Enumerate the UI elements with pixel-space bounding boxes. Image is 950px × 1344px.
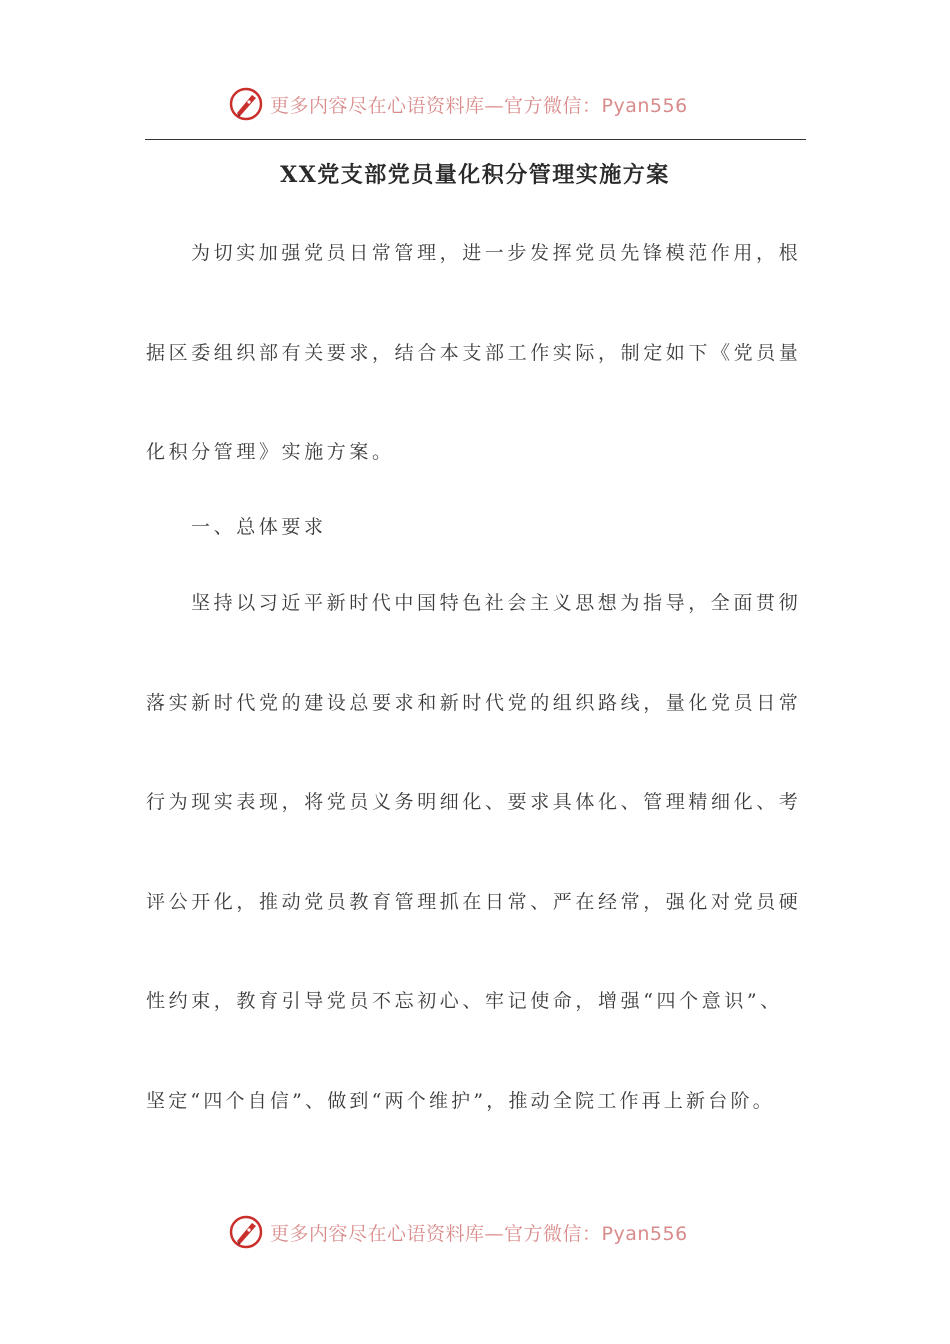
paragraph-line: 化积分管理》实施方案。 <box>146 441 395 463</box>
document-title: XX党支部党员量化积分管理实施方案 <box>280 162 670 188</box>
paragraph-line: 据区委组织部有关要求，结合本支部工作实际，制定如下《党员量 <box>146 342 802 364</box>
watermark-text: 更多内容尽在心语资料库—官方微信：Pyan556 <box>270 94 688 117</box>
section-heading: 一、总体要求 <box>191 516 327 538</box>
watermark-text: 更多内容尽在心语资料库—官方微信：Pyan556 <box>270 1222 688 1245</box>
paragraph-line: 落实新时代党的建设总要求和新时代党的组织路线，量化党员日常 <box>146 692 802 714</box>
pen-nib-logo-icon <box>228 1214 264 1250</box>
paragraph-line: 为切实加强党员日常管理，进一步发挥党员先锋模范作用，根 <box>191 242 802 264</box>
pen-nib-logo-icon <box>228 86 264 122</box>
paragraph-line: 行为现实表现，将党员义务明细化、要求具体化、管理精细化、考 <box>146 791 802 813</box>
paragraph-line: 性约束，教育引导党员不忘初心、牢记使命，增强“四个意识”、 <box>146 990 783 1012</box>
header-divider <box>145 139 806 140</box>
paragraph-line: 坚持以习近平新时代中国特色社会主义思想为指导，全面贯彻 <box>191 592 802 614</box>
paragraph-line: 评公开化，推动党员教育管理抓在日常、严在经常，强化对党员硬 <box>146 891 802 913</box>
header-watermark <box>228 84 688 124</box>
footer-watermark <box>228 1212 688 1252</box>
paragraph-line: 坚定“四个自信”、做到“两个维护”，推动全院工作再上新台阶。 <box>146 1090 775 1112</box>
